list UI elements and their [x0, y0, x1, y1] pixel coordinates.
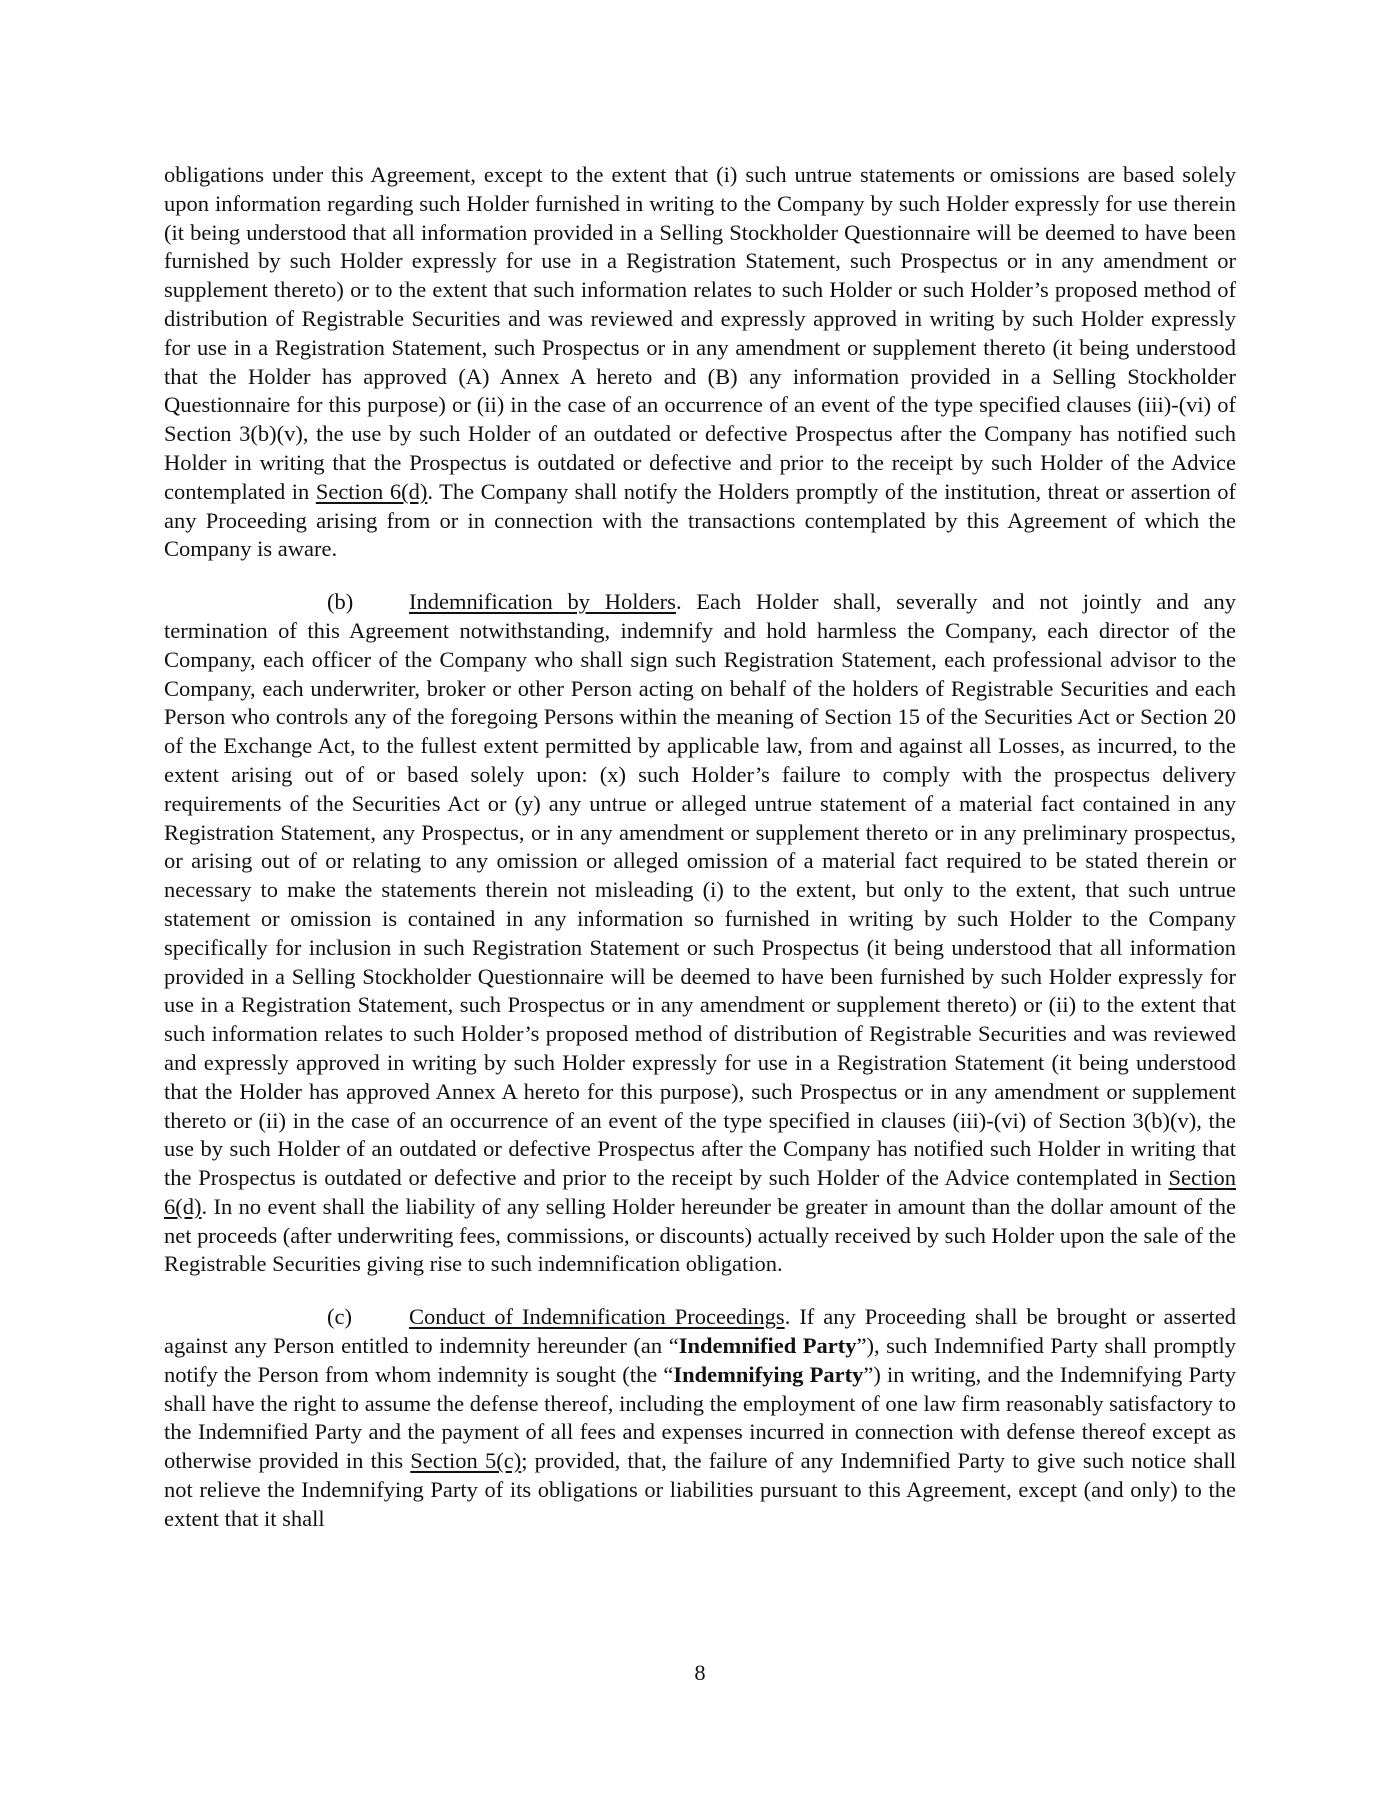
section-5c-reference: Section 5(c) — [410, 1448, 522, 1474]
paragraph-c-text-4: ; provided, that, the failure of any Indemnified Party to give such notice shall not relieve the Indemnifying Party of its obligations or liabilities pursuant to this Agreement, except (and only) to the extent that it shall — [164, 1448, 1236, 1531]
paragraph-c-number: (c) — [327, 1304, 352, 1330]
paragraph-a-continuation — [164, 161, 1236, 564]
paragraph-b-text-1: . Each Holder shall, severally and not jointly and any termination of this Agreement notwithstanding, indemnify and hold harmless the Company, each director of the Company, each officer of the Company who shall sign such Registration Statement, each professional advisor to the Company, each underwriter, broker or other Person acting on behalf of the holders of Registrable Securities and each Person who controls any of the foregoing Persons within the meaning of Section 15 of the Securities Act or Section 20 of the Exchange Act, to the fullest extent permitted by applicable law, from and against all Losses, as incurred, to the extent arising out of or based solely upon: (x) such Holder’s failure to comply with the prospectus delivery requirements of the Securities Act or (y) any untrue or alleged untrue statement of a material fact contained in any Registration Statement, any Prospectus, or in any amendment or supplement thereto or in any preliminary prospectus, or arising out of or relating to any omission or alleged omission of a material fact required to be stated therein or necessary to make the statements therein not misleading (i) to the extent, but only to the extent, that such untrue statement or omission is contained in any information so furnished in writing by such Holder to the Company specifically for inclusion in such Registration Statement or such Prospectus (it being understood that all information provided in a Selling Stockholder Questionnaire will be deemed to have been furnished by such Holder expressly for use in a Registration Statement, such Prospectus or in any amendment or supplement thereto) or (ii) to the extent that such information relates to such Holder’s proposed method of distribution of Registrable Securities and was reviewed and expressly approved in writing by such Holder expressly for use in a Registration Statement (it being understood that the Holder has approved Annex A hereto for this purpose), such Prospectus or in any amendment or supplement thereto or (ii) in the case of an occurrence of an event of the type specified in clauses (iii)-(vi) of Section 3(b)(v), the use by such Holder of an outdated or defective Prospectus after the Company has notified such Holder in writing that the Prospectus is outdated or defective and prior to the receipt by such Holder of the Advice contemplated in — [164, 589, 1237, 1191]
defined-term-indemnified-party: Indemnified Party — [678, 1333, 857, 1359]
paragraph-c-text-3: ”) in writing, and the Indemnifying Party shall have the right to assume the defense thereof, including the employment of one law firm reasonably satisfactory to the Indemnified Party and the payment of all fees and expenses incurred in connection with defense thereof except as otherwise provided in this — [164, 1361, 1236, 1474]
page-number: 8 — [694, 1660, 706, 1685]
section-6d-reference: Section 6(d) — [164, 1165, 1236, 1219]
paragraph-a-text-2: . The Company shall notify the Holders promptly of the institution, threat or assertion of any Proceeding arising from or in connection with the transactions contemplated by this Agreement of which the Company is aware. — [164, 478, 1236, 562]
paragraph-b-number: (b) — [327, 589, 354, 615]
defined-term-indemnifying-party: Indemnifying Party — [673, 1361, 864, 1387]
paragraph-a-text-1: obligations under this Agreement, except to the extent that (i) such untrue statements or omissions are based solely upon information regarding such Holder furnished in writing to the Company by such Holder expressly for use therein (it being understood that all information provided in a Selling Stockholder Questionnaire will be deemed to have been furnished by such Holder expressly for use in a Registration Statement, such Prospectus or in any amendment or supplement thereto) or to the extent that such information relates to such Holder or such Holder’s proposed method of distribution of Registrable Securities and was reviewed and expressly approved in writing by such Holder expressly for use in a Registration Statement, such Prospectus or in any amendment or supplement thereto (it being understood that the Holder has approved (A) Annex A hereto and (B) any information provided in a Selling Stockholder Questionnaire for this purpose) or (ii) in the case of an occurrence of an event of the type specified clauses (iii)-(vi) of Section 3(b)(v), the use by such Holder of an outdated or defective Prospectus after the Company has notified such Holder in writing that the Prospectus is outdated or defective and prior to the receipt by such Holder of the Advice contemplated in — [164, 162, 1236, 504]
paragraph-b-heading: Indemnification by Holders — [409, 589, 676, 615]
document-page — [164, 161, 1236, 1558]
paragraph-c-heading: Conduct of Indemnification Proceedings — [409, 1304, 785, 1330]
paragraph-b — [164, 588, 1236, 1279]
paragraph-c — [164, 1303, 1236, 1533]
paragraph-c-text-2: ”), such Indemnified Party shall promptly notify the Person from whom indemnity is sought (the “ — [164, 1333, 1237, 1387]
paragraph-b-text-2: . In no event shall the liability of any selling Holder hereunder be greater in amount than the dollar amount of the net proceeds (after underwriting fees, commissions, or discounts) actually received by such Holder upon the sale of the Registrable Securities giving rise to such indemnification obligation. — [164, 1193, 1236, 1277]
paragraph-c-text-1: . If any Proceeding shall be brought or asserted against any Person entitled to indemnity hereunder (an “ — [164, 1304, 1236, 1359]
section-6d-reference: Section 6(d) — [315, 478, 428, 504]
